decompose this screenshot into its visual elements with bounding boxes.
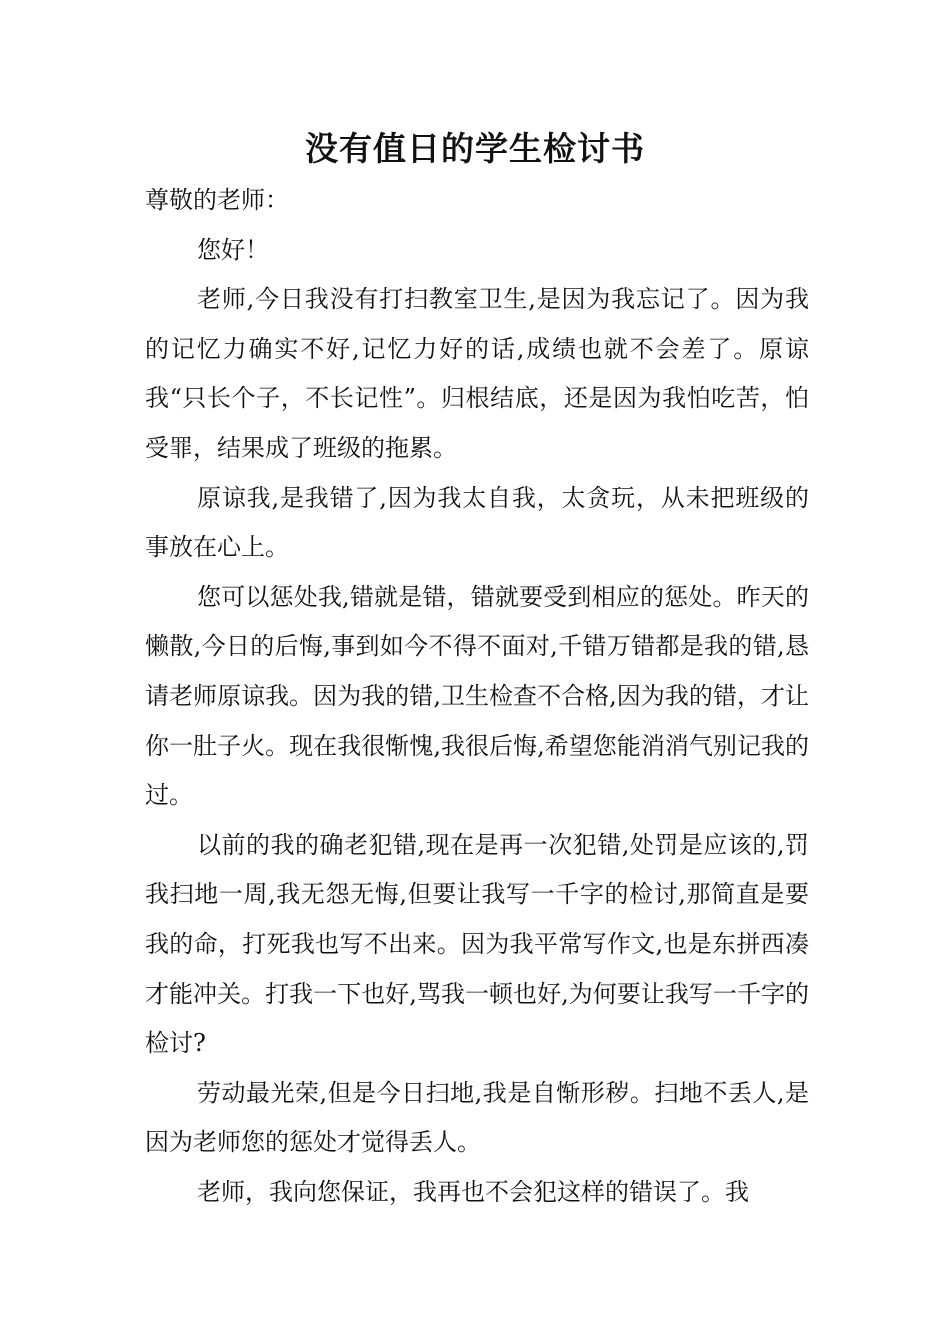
paragraph: 以前的我的确老犯错,现在是再一次犯错,处罚是应该的,罚我扫地一周,我无怨无悔,但要让我写一千字的检讨,那简直是要我的命，打死我也写不出来。因为我平常写作文,也是东拼西凑才能冲关。打我一下也好,骂我一顿也好,为何要让我写一千字的检讨? <box>145 830 809 1058</box>
paragraph: 劳动最光荣,但是今日扫地,我是自惭形秽。扫地不丢人,是因为老师您的惩处才觉得丢人。 <box>145 1078 809 1157</box>
document-title: 没有值日的学生检讨书 <box>305 129 645 168</box>
paragraph: 老师,今日我没有打扫教室卫生,是因为我忘记了。因为我的记忆力确实不好,记忆力好的话,成绩也就不会差了。原谅我“只长个子，不长记性”。归根结底，还是因为我怕吃苦，怕受罪，结果成了班级的拖累。 <box>145 285 809 462</box>
paragraph: 老师，我向您保证，我再也不会犯这样的错误了。我 <box>197 1177 749 1206</box>
greeting: 您好！ <box>197 235 269 264</box>
document-body <box>145 176 809 1217</box>
salutation: 尊敬的老师： <box>145 186 289 214</box>
paragraph: 原谅我,是我错了,因为我太自我，太贪玩，从未把班级的事放在心上。 <box>145 483 809 562</box>
paragraph: 您可以惩处我,错就是错，错就要受到相应的惩处。昨天的懒散,今日的后悔,事到如今不得不面对,千错万错都是我的错,恳请老师原谅我。因为我的错,卫生检查不合格,因为我的错，才让你一肚子火。现在我很惭愧,我很后悔,希望您能消消气别记我的过。 <box>145 582 809 810</box>
